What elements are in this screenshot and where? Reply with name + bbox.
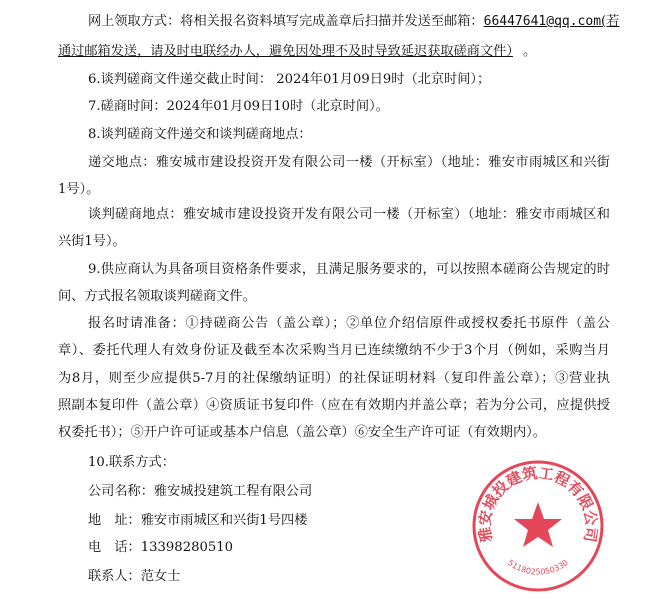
phone: 电 话：13398280510: [88, 540, 234, 555]
negotiation-place-cont: 兴街1号）。: [58, 234, 126, 249]
item-6: 6.谈判磋商文件递交截止时间： 2024年01月09日9时（北京时间）；: [88, 72, 491, 87]
negotiation-place: 谈判磋商地点：雅安城市建设投资开发有限公司一楼（开标室）（地址：雅安市雨城区和: [88, 207, 610, 222]
online-method-line: [88, 12, 620, 32]
online-method-label: 网上领取方式：将相关报名资料填写完成盖章后扫描并发送至邮箱：: [88, 14, 484, 29]
item-7: 7.磋商时间：2024年01月09日10时（北京时间）。: [88, 99, 389, 114]
online-method-continuation: [58, 42, 610, 62]
online-end: 。: [522, 44, 537, 59]
seal-star-icon: [514, 502, 562, 547]
company-name: 公司名称：雅安城投建筑工程有限公司: [88, 484, 313, 499]
item-8: 8.谈判磋商文件递交和谈判磋商地点：: [88, 127, 312, 142]
seal-text: 雅安城投建筑工程有限公司: [475, 463, 601, 544]
item-9: 9.供应商认为具备项目资格条件要求，且满足服务要求的，可以按照本磋商公告规定的时: [88, 262, 610, 277]
contact-person: 联系人：范女士: [88, 569, 181, 584]
seal-number: 5118025050330: [506, 558, 570, 577]
company-seal: [470, 458, 606, 594]
prep-line-1: 报名时请准备：①持磋商公告（盖公章）；②单位介绍信原件或授权委托书原件（盖公: [88, 316, 610, 331]
item-9-cont: 间、方式报名领取谈判磋商文件。: [58, 289, 256, 304]
online-cont-text: 通过邮箱发送，请及时电联经办人，避免因处理不及时导致延迟获取磋商文件）: [58, 44, 513, 59]
item-10: 10.联系方式：: [88, 455, 175, 470]
online-tail: (若: [601, 14, 620, 29]
email-link: 66447641@qq.com: [483, 14, 602, 29]
prep-line-2: 章）、委托代理人有效身份证及截至本次采购当月已连续缴纳不少于3个月（例如，采购当月: [58, 343, 610, 358]
prep-line-3: 为8月，则至少应提供5-7月的社保缴纳证明）的社保证明材料（复印件盖公章）；③营业执: [58, 371, 610, 386]
submit-place-cont: 1号）。: [58, 182, 100, 197]
address: 地 址：雅安市雨城区和兴街1号四楼: [88, 513, 308, 528]
prep-line-5: 权委托书）；⑤开户许可证或基本户信息（盖公章）⑥安全生产许可证（有效期内）。: [58, 425, 546, 440]
prep-line-4: 照副本复印件（盖公章）④资质证书复印件（应在有效期内并盖公章；若为分公司，应提供授: [58, 398, 610, 413]
submit-place: 递交地点：雅安城市建设投资开发有限公司一楼（开标室）（地址：雅安市雨城区和兴街: [88, 155, 610, 170]
